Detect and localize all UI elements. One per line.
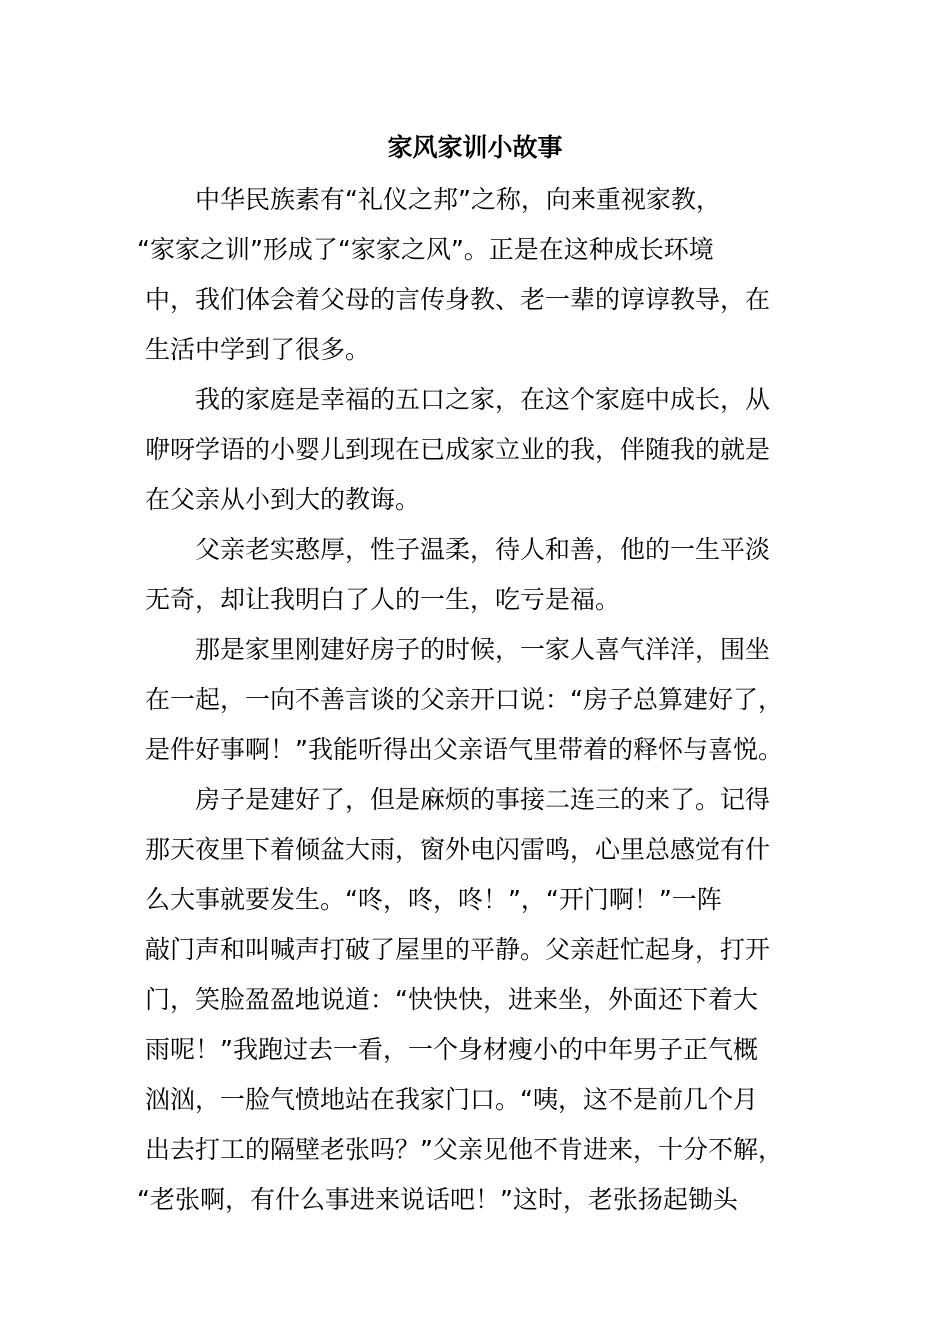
paragraph-line: 出去打工的隔壁老张吗？”父亲见他不肯进来，十分不解， bbox=[145, 1135, 783, 1164]
paragraph-line: 那天夜里下着倾盆大雨，窗外电闪雷鸣，心里总感觉有什 bbox=[145, 835, 771, 864]
paragraph-line: 生活中学到了很多。 bbox=[145, 335, 371, 364]
paragraph-line: “家家之训”形成了“家家之风”。正是在这种成长环境 bbox=[137, 235, 714, 264]
paragraph-line: 中华民族素有“礼仪之邦”之称，向来重视家教， bbox=[195, 185, 721, 214]
paragraph-line: 是件好事啊！”我能听得出父亲语气里带着的释怀与喜悦。 bbox=[145, 735, 783, 764]
paragraph-line: 无奇，却让我明白了人的一生，吃亏是福。 bbox=[145, 585, 621, 614]
paragraph-line: 在一起，一向不善言谈的父亲开口说：“房子总算建好了， bbox=[145, 685, 783, 714]
paragraph-line: 我的家庭是幸福的五口之家，在这个家庭中成长，从 bbox=[195, 385, 771, 414]
paragraph-line: 中，我们体会着父母的言传身教、老一辈的谆谆教导，在 bbox=[145, 285, 771, 314]
paragraph-line: 汹汹，一脸气愤地站在我家门口。“咦，这不是前几个月 bbox=[145, 1085, 758, 1114]
paragraph-line: 在父亲从小到大的教诲。 bbox=[145, 485, 421, 514]
paragraph-line: 房子是建好了，但是麻烦的事接二连三的来了。记得 bbox=[195, 785, 771, 814]
paragraph-line: 雨呢！”我跑过去一看，一个身材瘦小的中年男子正气概 bbox=[145, 1035, 758, 1064]
paragraph-line: “老张啊，有什么事进来说话吧！”这时，老张扬起锄头 bbox=[137, 1185, 738, 1214]
paragraph-line: 门，笑脸盈盈地说道：“快快快，进来坐，外面还下着大 bbox=[145, 985, 758, 1014]
paragraph-line: 敲门声和叫喊声打破了屋里的平静。父亲赶忙起身，打开 bbox=[145, 935, 771, 964]
paragraph-line: 咿呀学语的小婴儿到现在已成家立业的我，伴随我的就是 bbox=[145, 435, 771, 464]
paragraph-line: 么大事就要发生。“咚，咚，咚！”，“开门啊！”一阵 bbox=[145, 885, 722, 914]
document-body bbox=[137, 175, 805, 1225]
document-title: 家风家训小故事 bbox=[387, 133, 563, 162]
paragraph-line: 父亲老实憨厚，性子温柔，待人和善，他的一生平淡 bbox=[195, 535, 771, 564]
paragraph-line: 那是家里刚建好房子的时候，一家人喜气洋洋，围坐 bbox=[195, 635, 771, 664]
